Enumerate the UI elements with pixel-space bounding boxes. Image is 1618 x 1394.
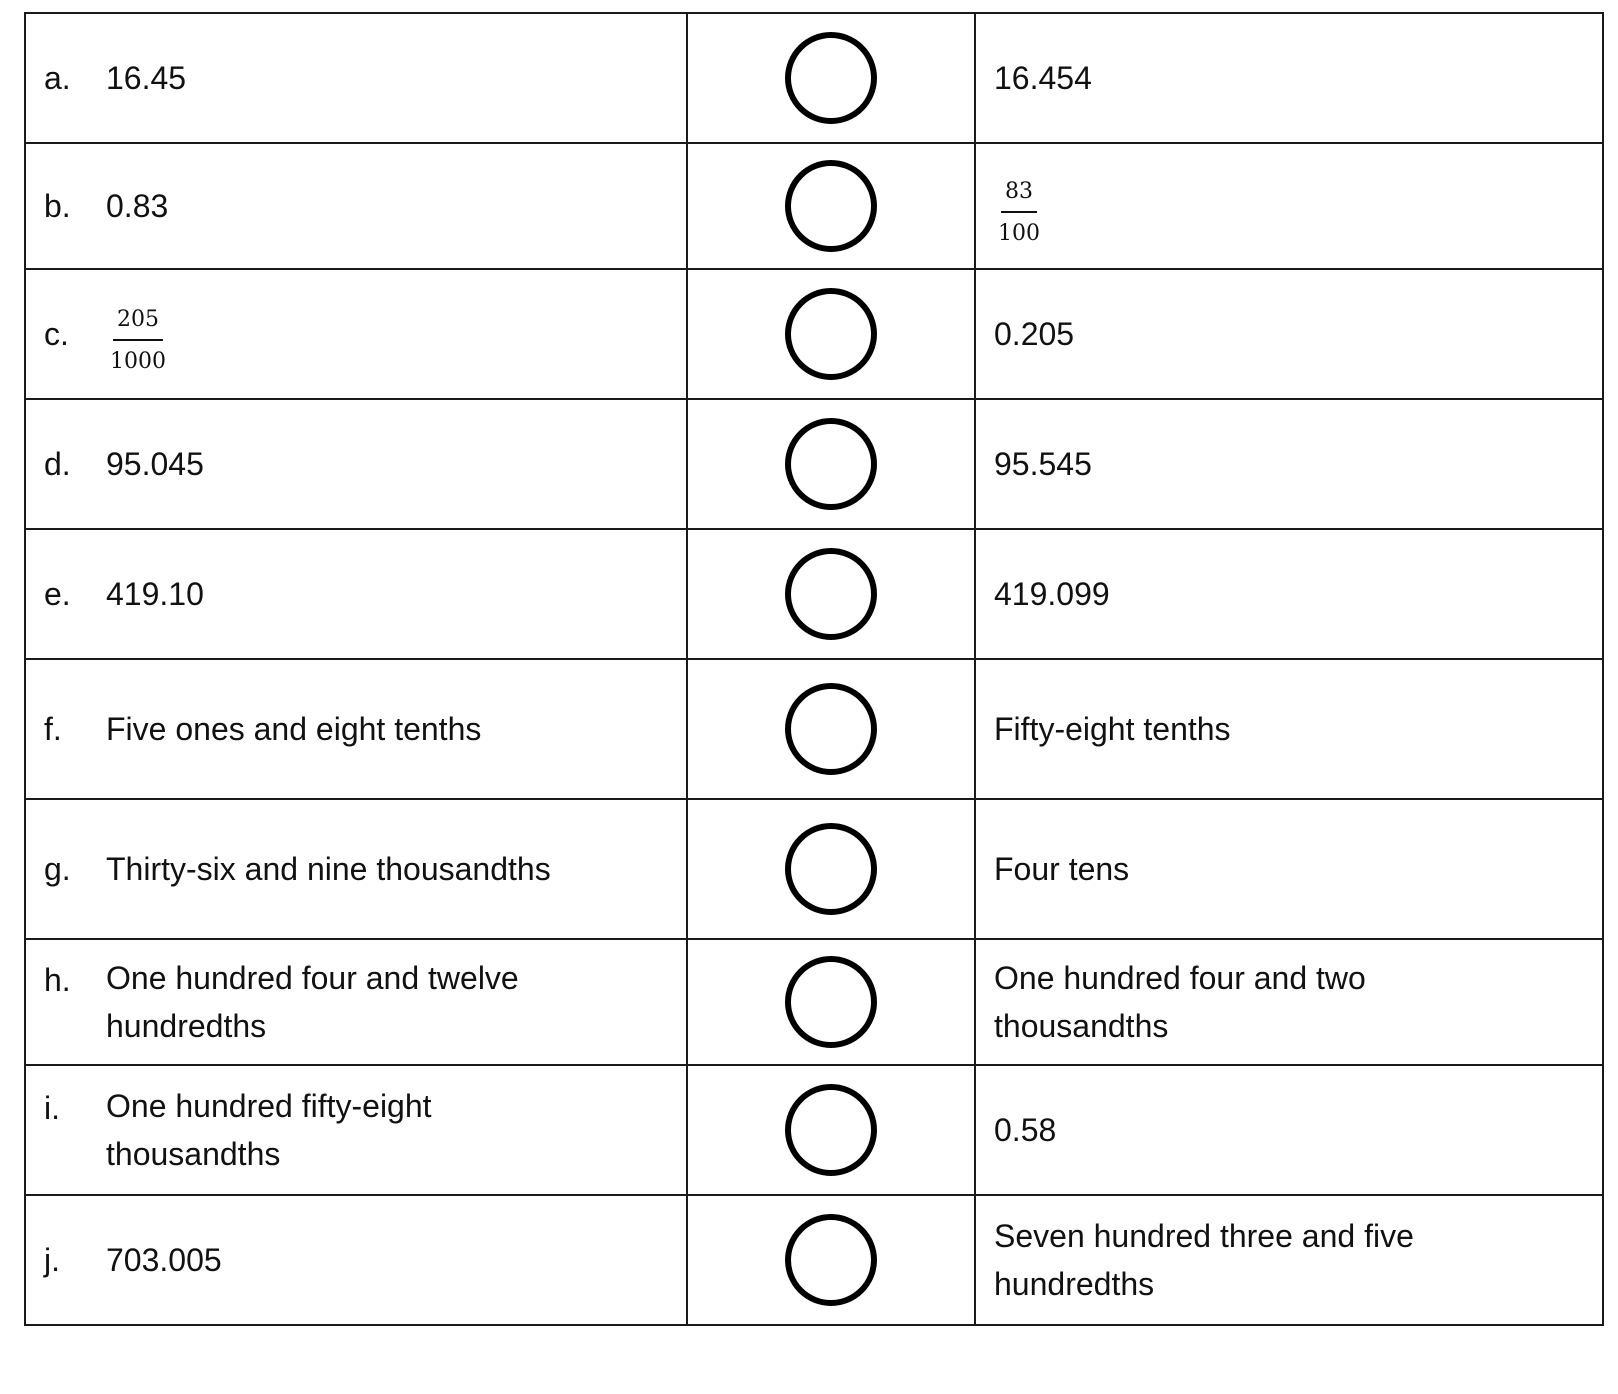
comparison-circle[interactable] — [785, 32, 877, 124]
right-cell — [975, 1065, 1603, 1195]
row-letter: f. — [44, 711, 62, 747]
fraction — [106, 305, 170, 377]
left-cell — [25, 939, 687, 1065]
right-cell — [975, 143, 1603, 269]
right-value: One hundred four and two thousandths — [994, 960, 1366, 1044]
compare-cell — [687, 269, 975, 399]
right-value: Four tens — [994, 851, 1130, 887]
comparison-circle[interactable] — [785, 823, 877, 915]
left-cell — [25, 399, 687, 529]
right-cell — [975, 799, 1603, 939]
row-letter: a. — [44, 60, 71, 96]
right-value: 0.58 — [994, 1112, 1057, 1148]
compare-cell — [687, 939, 975, 1065]
row-letter: g. — [44, 851, 71, 887]
left-value: 16.45 — [106, 60, 187, 96]
table-row — [25, 939, 1603, 1065]
right-value: 0.205 — [994, 316, 1075, 352]
left-value: 95.045 — [106, 446, 204, 482]
left-value: Thirty-six and nine thousandths — [106, 851, 551, 887]
comparison-circle[interactable] — [785, 1214, 877, 1306]
row-letter: j. — [44, 1242, 60, 1278]
left-cell — [25, 143, 687, 269]
left-value: 703.005 — [106, 1242, 222, 1278]
fraction-denominator: 1000 — [110, 349, 166, 374]
fraction-numerator: 83 — [1001, 177, 1037, 213]
compare-cell — [687, 529, 975, 659]
compare-cell — [687, 1195, 975, 1325]
compare-cell — [687, 1065, 975, 1195]
row-letter: i. — [44, 1090, 60, 1126]
right-cell — [975, 399, 1603, 529]
comparison-circle[interactable] — [785, 160, 877, 252]
right-cell — [975, 1195, 1603, 1325]
row-letter: c. — [44, 316, 69, 352]
table-row — [25, 799, 1603, 939]
table-row — [25, 1065, 1603, 1195]
comparison-table — [24, 12, 1604, 1326]
table-row — [25, 529, 1603, 659]
table-row — [25, 143, 1603, 269]
compare-cell — [687, 13, 975, 143]
row-letter: d. — [44, 446, 71, 482]
worksheet-page — [24, 12, 1602, 1378]
right-value: 16.454 — [994, 60, 1092, 96]
comparison-circle[interactable] — [785, 288, 877, 380]
comparison-circle[interactable] — [785, 956, 877, 1048]
table-row — [25, 13, 1603, 143]
right-value: Fifty-eight tenths — [994, 711, 1231, 747]
left-cell — [25, 13, 687, 143]
right-value: Seven hundred three and five hundredths — [994, 1218, 1414, 1302]
comparison-circle[interactable] — [785, 683, 877, 775]
compare-cell — [687, 659, 975, 799]
right-cell — [975, 659, 1603, 799]
right-cell — [975, 13, 1603, 143]
comparison-circle[interactable] — [785, 548, 877, 640]
left-cell — [25, 529, 687, 659]
row-letter: e. — [44, 576, 71, 612]
left-cell — [25, 269, 687, 399]
left-value: One hundred four and twelve hundredths — [106, 960, 519, 1044]
fraction — [994, 177, 1044, 249]
left-cell — [25, 1065, 687, 1195]
comparison-circle[interactable] — [785, 1084, 877, 1176]
left-value: 419.10 — [106, 576, 204, 612]
fraction-numerator: 205 — [113, 305, 163, 341]
comparison-circle[interactable] — [785, 418, 877, 510]
right-cell — [975, 529, 1603, 659]
left-value: Five ones and eight tenths — [106, 711, 482, 747]
table-row — [25, 659, 1603, 799]
left-value: 0.83 — [106, 188, 169, 224]
right-value: 95.545 — [994, 446, 1092, 482]
left-value: One hundred fifty-eight thousandths — [106, 1088, 432, 1172]
fraction-denominator: 100 — [998, 221, 1040, 246]
right-cell — [975, 269, 1603, 399]
table-row — [25, 269, 1603, 399]
table-row — [25, 1195, 1603, 1325]
right-cell — [975, 939, 1603, 1065]
right-value: 419.099 — [994, 576, 1110, 612]
left-fraction — [106, 291, 170, 377]
right-fraction — [994, 163, 1044, 249]
compare-cell — [687, 399, 975, 529]
row-letter: h. — [44, 962, 71, 998]
compare-cell — [687, 143, 975, 269]
left-cell — [25, 1195, 687, 1325]
left-cell — [25, 659, 687, 799]
left-cell — [25, 799, 687, 939]
table-row — [25, 399, 1603, 529]
row-letter: b. — [44, 188, 71, 224]
compare-cell — [687, 799, 975, 939]
